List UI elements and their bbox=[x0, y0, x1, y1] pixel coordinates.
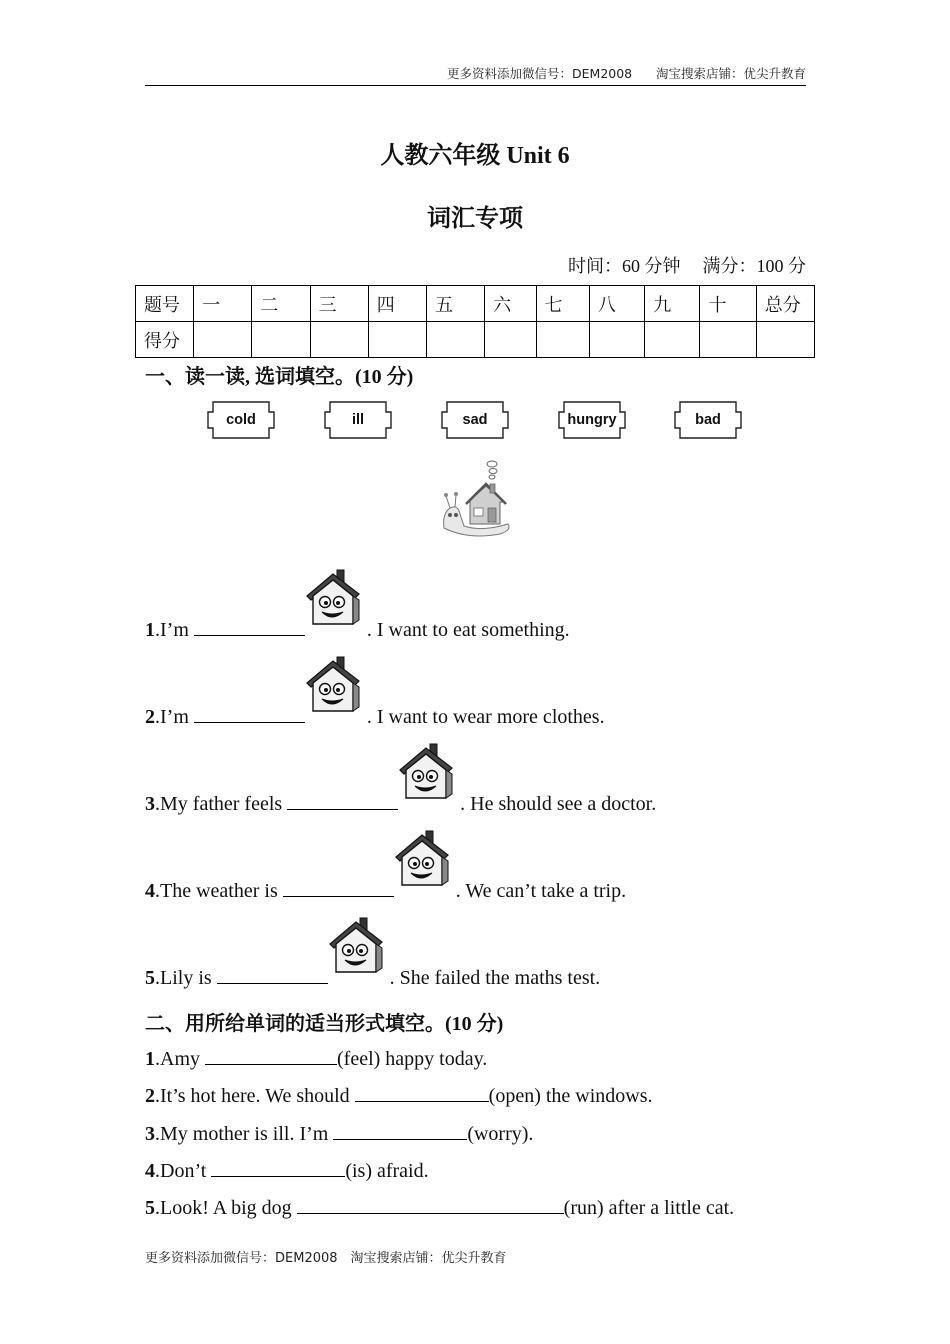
score-cell: 题号 bbox=[136, 286, 194, 322]
page-subtitle: 词汇专项 bbox=[427, 206, 523, 232]
score-input-cell[interactable] bbox=[194, 322, 252, 358]
word-card-label: hungry bbox=[567, 412, 617, 428]
question-text-post: . I want to wear more clothes. bbox=[366, 706, 605, 728]
score-cell: 三 bbox=[310, 286, 368, 322]
question-text-pre: .It’s hot here. We should bbox=[155, 1085, 355, 1107]
house-face-icon bbox=[326, 916, 386, 976]
answer-blank[interactable] bbox=[194, 704, 305, 723]
score-input-cell[interactable] bbox=[310, 322, 368, 358]
question-number: 2 bbox=[145, 706, 155, 728]
score-cell: 七 bbox=[536, 286, 589, 322]
word-card-ill bbox=[322, 398, 394, 442]
score-input-cell[interactable] bbox=[700, 322, 756, 358]
answer-blank[interactable] bbox=[297, 1195, 564, 1214]
question-text-post: . She failed the maths test. bbox=[389, 967, 601, 989]
question-text-post: . We can’t take a trip. bbox=[455, 880, 627, 902]
word-card-cold bbox=[205, 398, 277, 442]
header-note bbox=[145, 64, 806, 86]
word-card-label: ill bbox=[351, 412, 365, 428]
question-text-post: (feel) happy today. bbox=[337, 1048, 488, 1070]
score-cell: 五 bbox=[426, 286, 484, 322]
score-table-score-row bbox=[136, 322, 815, 358]
section1-title: 一、读一读, 选词填空。(10 分) bbox=[145, 366, 414, 388]
page-title: 人教六年级 Unit 6 bbox=[380, 143, 570, 169]
section1-question-5 bbox=[145, 964, 600, 990]
answer-blank[interactable] bbox=[283, 878, 394, 897]
answer-blank[interactable] bbox=[355, 1083, 489, 1102]
word-card-label: bad bbox=[695, 412, 721, 428]
section2-question-3 bbox=[145, 1121, 533, 1146]
question-text-pre: .Lily is bbox=[155, 967, 217, 989]
question-text-pre: .Don’t bbox=[155, 1160, 212, 1182]
question-text-pre: .I’m bbox=[155, 619, 194, 641]
section2-title: 二、用所给单词的适当形式填空。(10 分) bbox=[145, 1013, 504, 1035]
question-text-post: (is) afraid. bbox=[345, 1160, 429, 1182]
header-rule bbox=[145, 85, 806, 86]
score-cell: 总分 bbox=[756, 286, 814, 322]
question-text-pre: .My mother is ill. I’m bbox=[155, 1123, 334, 1145]
question-text-pre: .I’m bbox=[155, 706, 194, 728]
score-input-cell[interactable] bbox=[645, 322, 700, 358]
section2-question-5 bbox=[145, 1195, 734, 1220]
question-text-post: (worry). bbox=[467, 1123, 534, 1145]
header-note-left: 更多资料添加微信号：DEM2008 bbox=[447, 66, 633, 81]
question-number: 3 bbox=[145, 793, 155, 815]
question-number: 3 bbox=[145, 1123, 155, 1145]
score-cell: 九 bbox=[645, 286, 700, 322]
answer-blank[interactable] bbox=[217, 965, 328, 984]
question-text-pre: .Look! A big dog bbox=[155, 1197, 297, 1219]
section1-question-2 bbox=[145, 703, 605, 729]
house-face-icon bbox=[303, 655, 363, 715]
section1-question-3 bbox=[145, 790, 656, 816]
score-input-cell[interactable] bbox=[589, 322, 644, 358]
answer-blank[interactable] bbox=[194, 617, 305, 636]
exam-time: 时间：60 分钟 bbox=[568, 256, 681, 276]
word-card-label: sad bbox=[462, 412, 488, 428]
answer-blank[interactable] bbox=[205, 1046, 337, 1065]
section2-question-2 bbox=[145, 1083, 653, 1108]
score-input-cell[interactable] bbox=[252, 322, 310, 358]
section1-question-4 bbox=[145, 877, 626, 903]
footer-note: 更多资料添加微信号：DEM2008 淘宝搜索店铺：优尖升教育 bbox=[145, 1251, 507, 1266]
word-card-hungry bbox=[556, 398, 628, 442]
answer-blank[interactable] bbox=[333, 1121, 467, 1140]
score-cell: 十 bbox=[700, 286, 756, 322]
answer-blank[interactable] bbox=[287, 791, 398, 810]
question-text-post: (open) the windows. bbox=[488, 1085, 653, 1107]
question-text-post: . I want to eat something. bbox=[366, 619, 570, 641]
question-text-pre: .The weather is bbox=[155, 880, 283, 902]
score-cell: 一 bbox=[194, 286, 252, 322]
question-text-pre: .My father feels bbox=[155, 793, 288, 815]
snail-house-icon bbox=[438, 458, 513, 540]
section2-question-4 bbox=[145, 1158, 429, 1183]
score-table bbox=[135, 285, 815, 358]
score-cell: 二 bbox=[252, 286, 310, 322]
score-cell: 八 bbox=[589, 286, 644, 322]
exam-info bbox=[568, 252, 806, 278]
house-face-icon bbox=[396, 742, 456, 802]
word-card-sad bbox=[439, 398, 511, 442]
word-card-label: cold bbox=[226, 412, 256, 428]
question-number: 4 bbox=[145, 880, 155, 902]
question-text-post: . He should see a doctor. bbox=[460, 793, 657, 815]
score-cell: 四 bbox=[368, 286, 426, 322]
section1-question-1 bbox=[145, 616, 570, 642]
question-text-pre: .Amy bbox=[155, 1048, 205, 1070]
house-face-icon bbox=[303, 568, 363, 628]
question-number: 4 bbox=[145, 1160, 155, 1182]
score-input-cell[interactable] bbox=[368, 322, 426, 358]
score-cell: 六 bbox=[485, 286, 536, 322]
question-number: 1 bbox=[145, 1048, 155, 1070]
score-input-cell[interactable] bbox=[756, 322, 814, 358]
section2-question-1 bbox=[145, 1046, 487, 1071]
answer-blank[interactable] bbox=[211, 1158, 345, 1177]
question-number: 2 bbox=[145, 1085, 155, 1107]
score-input-cell[interactable] bbox=[426, 322, 484, 358]
score-input-cell[interactable] bbox=[485, 322, 536, 358]
score-input-cell[interactable] bbox=[536, 322, 589, 358]
house-face-icon bbox=[392, 829, 452, 889]
question-number: 1 bbox=[145, 619, 155, 641]
score-table-header-row bbox=[136, 286, 815, 322]
score-cell: 得分 bbox=[136, 322, 194, 358]
header-note-right: 淘宝搜索店铺：优尖升教育 bbox=[655, 66, 806, 81]
question-number: 5 bbox=[145, 1197, 155, 1219]
question-number: 5 bbox=[145, 967, 155, 989]
exam-full-score: 满分：100 分 bbox=[702, 256, 806, 276]
question-text-post: (run) after a little cat. bbox=[563, 1197, 735, 1219]
word-card-bad bbox=[672, 398, 744, 442]
